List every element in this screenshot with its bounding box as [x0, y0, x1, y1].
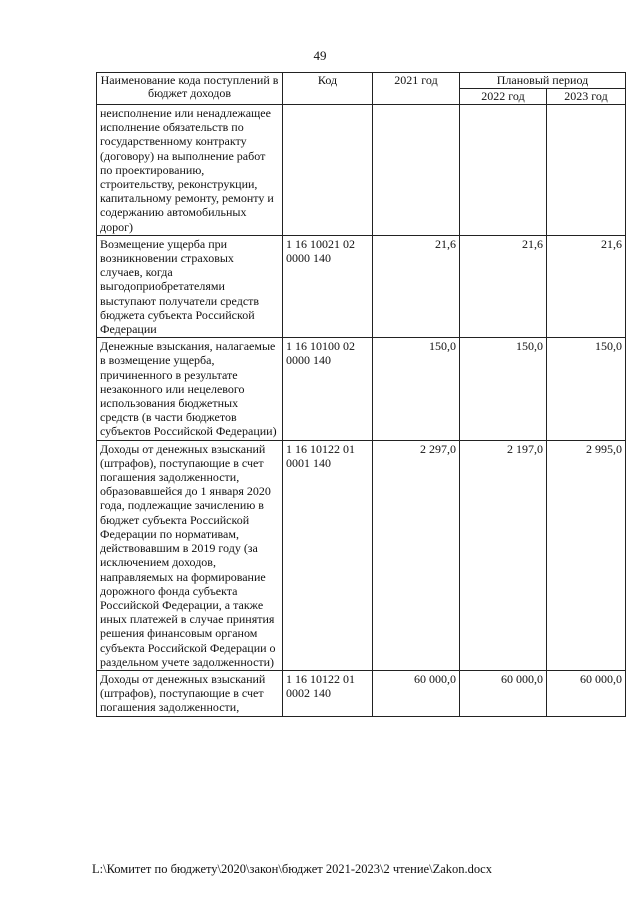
row-2021: 60 000,0 — [373, 670, 460, 716]
row-name: Доходы от денежных взысканий (штрафов), поступающие в счет погашения задолженности, — [97, 670, 283, 716]
header-name: Наименование кода поступлений в бюджет доходов — [97, 73, 283, 105]
row-2021: 150,0 — [373, 338, 460, 440]
header-2023: 2023 год — [547, 89, 626, 105]
row-name: Доходы от денежных взысканий (штрафов), поступающие в счет погашения задолженности, образовавшейся до 1 января 2020 года, подлежащие зачислению в бюджет субъекта Российской Федерации по нормативам, действовавшим в 2019 году (за исключением доходов, направляемых на формирование дорожного фонда субъекта Российской Федерации, а также иных платежей в случае принятия решения финансовым органом субъекта Российской Федерации о раздельном учете задолженности) — [97, 440, 283, 670]
table-row — [97, 440, 626, 670]
row-name: Денежные взыскания, налагаемые в возмещение ущерба, причиненного в результате незаконного или нецелевого использования бюджетных средств (в части бюджетов субъектов Российской Федерации) — [97, 338, 283, 440]
row-code — [283, 105, 373, 236]
row-code: 1 16 10122 01 0001 140 — [283, 440, 373, 670]
row-2023: 60 000,0 — [547, 670, 626, 716]
row-2023: 150,0 — [547, 338, 626, 440]
row-code: 1 16 10021 02 0000 140 — [283, 235, 373, 337]
row-code: 1 16 10122 01 0002 140 — [283, 670, 373, 716]
row-2022: 21,6 — [460, 235, 547, 337]
row-2021: 2 297,0 — [373, 440, 460, 670]
header-2022: 2022 год — [460, 89, 547, 105]
row-name: Возмещение ущерба при возникновении страховых случаев, когда выгодоприобретателями выступают получатели средств бюджета субъекта Российской Федерации — [97, 235, 283, 337]
header-2021: 2021 год — [373, 73, 460, 105]
page-number: 49 — [313, 48, 327, 63]
header-planned-period: Плановый период — [460, 73, 626, 89]
table-row — [97, 338, 626, 440]
row-2023: 2 995,0 — [547, 440, 626, 670]
table-row — [97, 670, 626, 716]
row-2021 — [373, 105, 460, 236]
row-2021: 21,6 — [373, 235, 460, 337]
table-row — [97, 105, 626, 236]
row-name: неисполнение или ненадлежащее исполнение обязательств по государственному контракту (договору) на выполнение работ по проектированию, строительству, реконструкции, капитальному ремонту, ремонту и содержанию автомобильных дорог) — [97, 105, 283, 236]
header-row-1 — [97, 73, 626, 89]
budget-table — [96, 72, 626, 717]
row-2023 — [547, 105, 626, 236]
table-row — [97, 235, 626, 337]
file-path-footer: L:\Комитет по бюджету\2020\закон\бюджет 2021-2023\2 чтение\Zakon.docx — [92, 862, 492, 876]
row-code: 1 16 10100 02 0000 140 — [283, 338, 373, 440]
row-2022: 2 197,0 — [460, 440, 547, 670]
row-2023: 21,6 — [547, 235, 626, 337]
row-2022: 60 000,0 — [460, 670, 547, 716]
row-2022 — [460, 105, 547, 236]
row-2022: 150,0 — [460, 338, 547, 440]
header-code: Код — [283, 73, 373, 105]
